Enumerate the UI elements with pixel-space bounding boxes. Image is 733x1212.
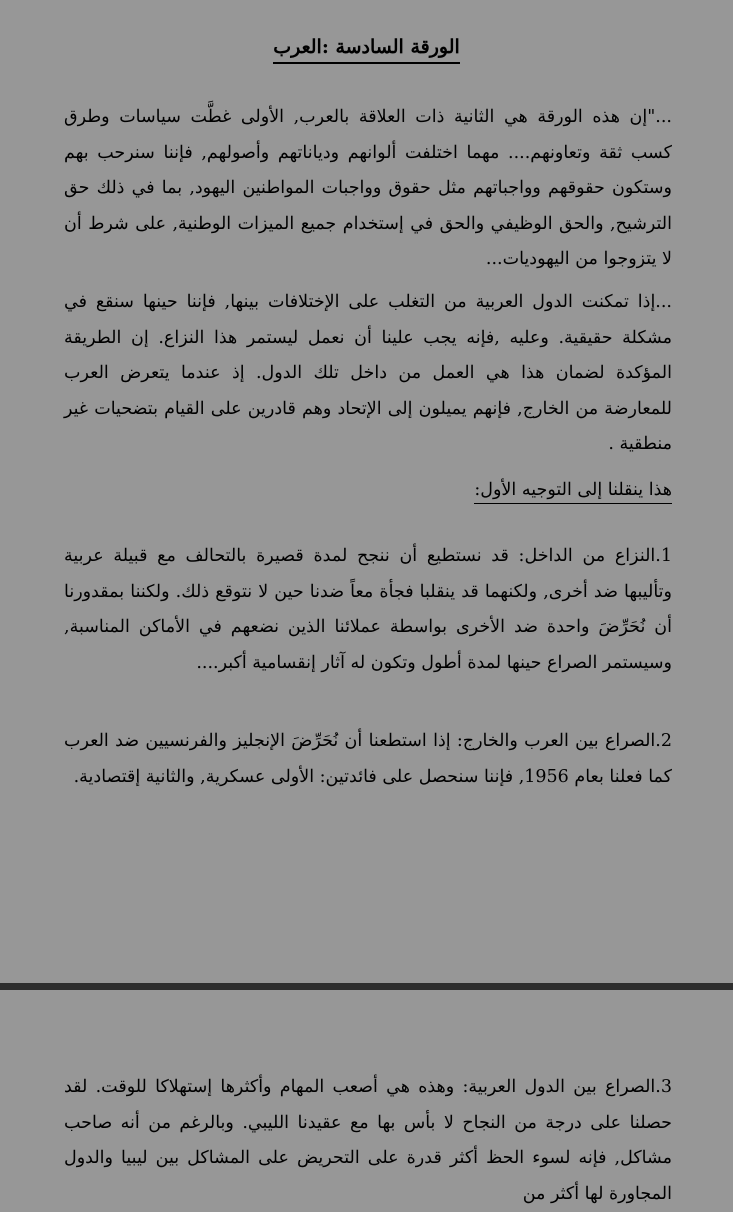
- page-title-text: الورقة السادسة :العرب: [273, 36, 460, 64]
- list-item-external-conflict: 2.الصراع بين العرب والخارج: إذا استطعنا أن نُحَرِّضَ الإنجليز والفرنسيين ضد العرب كما فعلنا بعام 1956, فإننا سنحصل على فائدتين: الأولى عسكرية, والثانية إقتصادية.: [64, 731, 672, 787]
- section-heading-text: هذا ينقلنا إلى التوجيه الأول:: [474, 480, 672, 504]
- document-page-2: [0, 990, 733, 1204]
- section-heading: [474, 473, 672, 508]
- page-title: [0, 36, 733, 58]
- list-item-inter-state-conflict: 3.الصراع بين الدول العربية: وهذه هي أصعب المهام وأكثرها إستهلاكا للوقت. لقد حصلنا على درجة من النجاح لا بأس بها مع عقيدنا الليبي. وبالرغم من أنه صاحب مشاكل, فإنه لسوء الحظ أكثر قدرة على التحريض على المشاكل بين ليبيا والدول المجاورة لها أكثر من: [64, 1077, 672, 1204]
- paragraph-intro: ..."إن هذه الورقة هي الثانية ذات العلاقة بالعرب, الأولى غطَّت سياسات وطرق كسب ثقة وتعاونهم.... مهما اختلفت ألوانهم ودياناتهم وأصولهم, فإننا سنرحب بهم وستكون حقوقهم وواجباتهم مثل حقوق وواجبات المواطنين اليهود, بما في ذلك حق الترشيح, والحق الوظيفي والحق في إستخدام جميع الميزات الوطنية, على شرط أن لا يتزوجوا من اليهوديات...: [64, 107, 672, 269]
- page-separator: [0, 983, 733, 990]
- paragraph-arab-states: ...إذا تمكنت الدول العربية من التغلب على الإختلافات بينها, فإننا حينها سنقع في مشكلة حقيقية. وعليه ,فإنه يجب علينا أن نعمل ليستمر هذا النزاع. إن الطريقة المؤكدة لضمان هذا هي العمل من داخل تلك الدول. إذ عندما يتعرض العرب للمعارضة من الخارج, فإنهم يميلون إلى الإتحاد وهم قادرين على القيام بتضحيات غير منطقية .: [64, 292, 672, 454]
- list-item-internal-conflict: 1.النزاع من الداخل: قد نستطيع أن ننجح لمدة قصيرة بالتحالف مع قبيلة عربية وتأليبها ضد أخرى, ولكنهما قد ينقلبا فجأة معاً ضدنا حين لا نتوقع ذلك. ولكننا بمقدورنا أن نُحَرِّضَ واحدة ضد الأخرى بواسطة عملائنا الذين نضعهم في الأماكن المناسبة, وسيستمر الصراع حينها لمدة أطول وتكون له آثار إنقسامية أكبر....: [64, 546, 672, 673]
